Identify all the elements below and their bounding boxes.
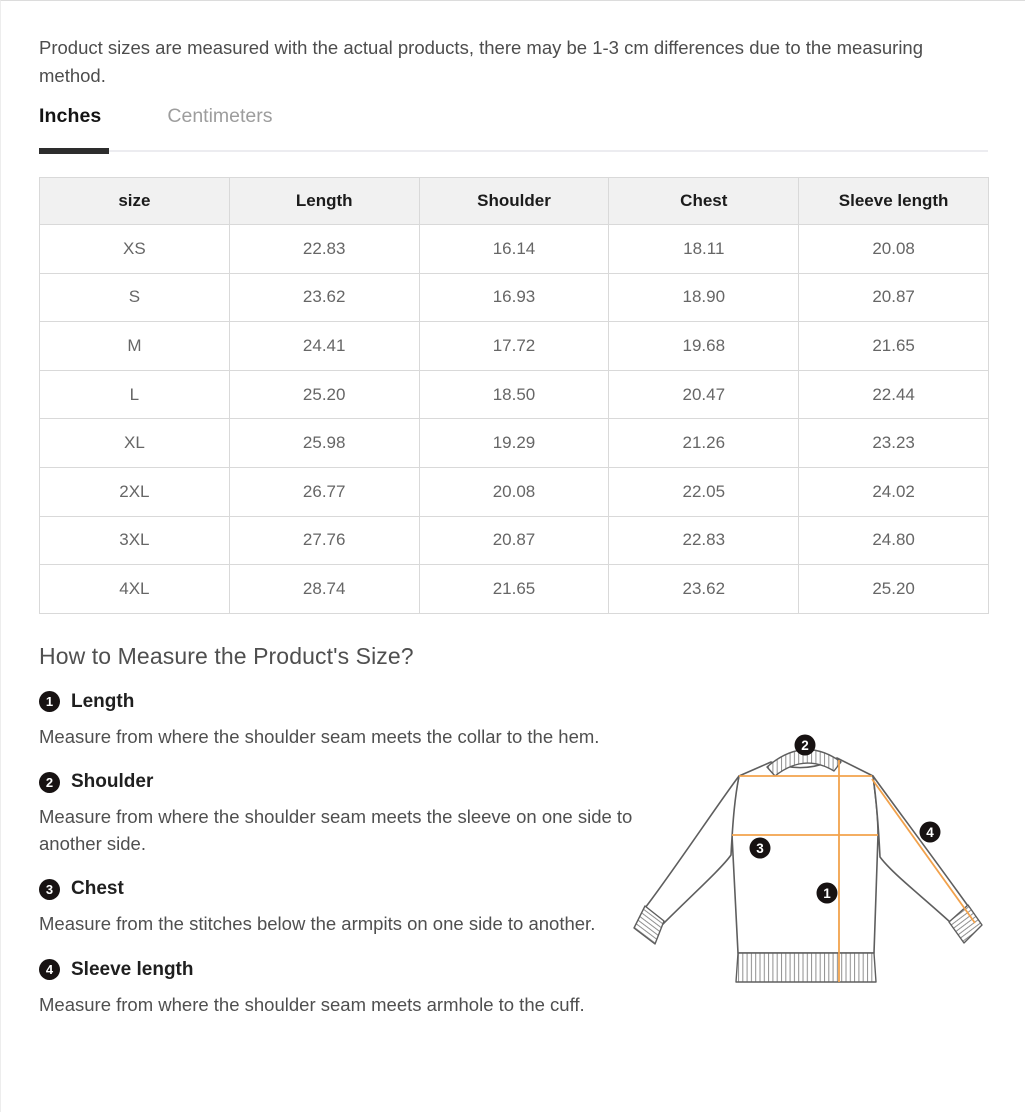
length-cell: 24.41 [229,322,419,371]
chest-cell: 19.68 [609,322,799,371]
sleeve-cell: 20.08 [799,225,989,274]
shoulder-cell: 16.93 [419,273,609,322]
column-header-chest: Chest [609,178,799,225]
length-cell: 28.74 [229,565,419,614]
chest-cell: 20.47 [609,370,799,419]
active-tab-indicator [39,148,109,154]
unit-tabs [39,105,988,128]
size-cell: XS [40,225,230,274]
measure-item-length [39,691,669,713]
hem-band [736,953,876,982]
measure-item-label: Shoulder [71,771,154,793]
length-cell: 26.77 [229,467,419,516]
svg-text:3: 3 [756,840,764,856]
tab-rule [39,148,988,154]
tab-centimeters[interactable]: Centimeters [167,105,273,127]
chest-cell: 22.83 [609,516,799,565]
table-row [40,225,989,274]
table-row [40,370,989,419]
shoulder-cell: 19.29 [419,419,609,468]
diagram-badge-4 [920,821,941,842]
shoulder-cell: 17.72 [419,322,609,371]
column-header-size: size [40,178,230,225]
sleeve-cell: 25.20 [799,565,989,614]
table-row [40,565,989,614]
length-cell: 27.76 [229,516,419,565]
measurement-note: Product sizes are measured with the actual products, there may be 1-3 cm differences due to the measuring method. [39,37,924,86]
chest-cell: 23.62 [609,565,799,614]
measure-item-description: Measure from where the shoulder seam meets the collar to the hem. [39,725,600,747]
measure-item-label: Chest [71,878,124,900]
table-row [40,467,989,516]
shoulder-cell: 21.65 [419,565,609,614]
tab-rule-track [39,150,988,152]
column-header-length: Length [229,178,419,225]
shoulder-cell: 20.08 [419,467,609,516]
measure-item-description: Measure from where the shoulder seam meets the sleeve on one side to another side. [39,806,633,854]
size-guide-panel [1,1,1025,1018]
section-title: How to Measure the Product's Size? [39,642,414,669]
svg-text:2: 2 [801,737,809,753]
size-cell: 2XL [40,467,230,516]
number-badge-4: 4 [39,959,60,980]
number-badge-3: 3 [39,879,60,900]
svg-text:4: 4 [926,824,934,840]
measure-instructions [39,691,669,1019]
size-cell: S [40,273,230,322]
diagram-badge-1 [817,882,838,903]
length-cell: 23.62 [229,273,419,322]
sleeve-cell: 24.02 [799,467,989,516]
sleeve-cell: 23.23 [799,419,989,468]
table-header-row [40,178,989,225]
diagram-badge-3 [750,837,771,858]
length-cell: 25.98 [229,419,419,468]
chest-cell: 18.11 [609,225,799,274]
number-badge-2: 2 [39,772,60,793]
tab-inches[interactable]: Inches [39,105,102,127]
measure-item-label: Length [71,690,135,712]
measure-item-description: Measure from the stitches below the armpits on one side to another. [39,913,596,935]
size-cell: 3XL [40,516,230,565]
how-to-measure-section [39,643,988,1019]
size-cell: 4XL [40,565,230,614]
table-row [40,322,989,371]
measure-item-chest [39,878,669,900]
number-badge-1: 1 [39,691,60,712]
sleeve-cell: 22.44 [799,370,989,419]
measure-item-shoulder [39,771,669,793]
sleeve-cell: 21.65 [799,322,989,371]
size-table [39,177,989,614]
sleeve-cell: 20.87 [799,273,989,322]
measure-item-label: Sleeve length [71,958,194,980]
measure-item-sleeve-length [39,959,669,981]
table-row [40,516,989,565]
diagram-badge-2 [795,734,816,755]
size-cell: L [40,370,230,419]
chest-cell: 21.26 [609,419,799,468]
shoulder-cell: 20.87 [419,516,609,565]
table-row [40,419,989,468]
column-header-shoulder: Shoulder [419,178,609,225]
chest-cell: 18.90 [609,273,799,322]
svg-text:1: 1 [823,885,831,901]
sweater-body [634,749,982,981]
shoulder-cell: 18.50 [419,370,609,419]
sweater-measurement-diagram [630,705,1025,1017]
length-cell: 22.83 [229,225,419,274]
size-cell: XL [40,419,230,468]
shoulder-cell: 16.14 [419,225,609,274]
table-row [40,273,989,322]
size-cell: M [40,322,230,371]
sleeve-cell: 24.80 [799,516,989,565]
chest-cell: 22.05 [609,467,799,516]
measure-item-description: Measure from where the shoulder seam meets armhole to the cuff. [39,993,585,1015]
length-cell: 25.20 [229,370,419,419]
column-header-sleeve-length: Sleeve length [799,178,989,225]
